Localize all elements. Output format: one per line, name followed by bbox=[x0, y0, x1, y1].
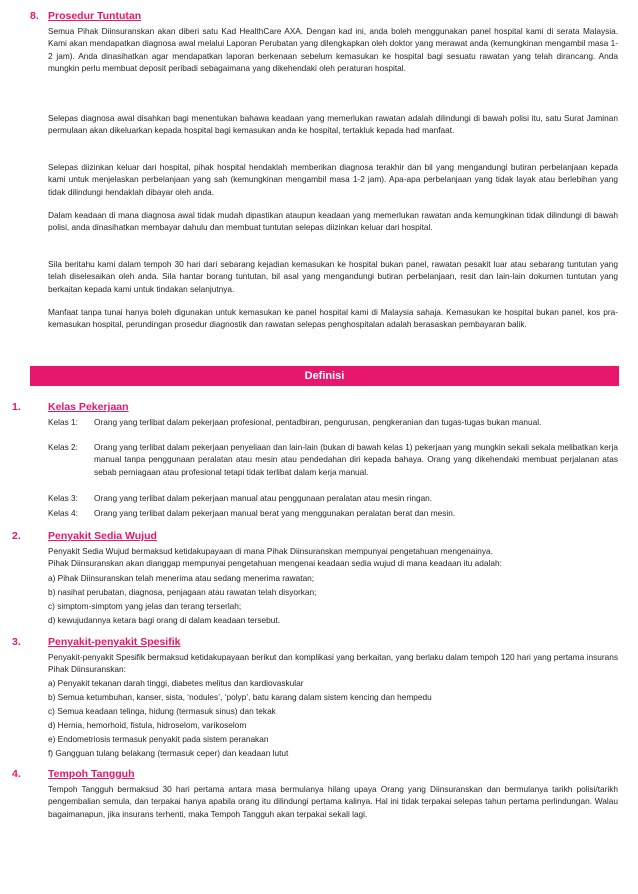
definisi-banner bbox=[30, 366, 619, 386]
sedia-wujud-line: Penyakit Sedia Wujud bermaksud ketidakupayaan di mana Pihak Diinsuranskan mempunyai pengetahuan mengenainya. bbox=[48, 546, 493, 556]
kelas-row-2 bbox=[48, 441, 618, 478]
spesifik-intro: Penyakit-penyakit Spesifik bermaksud ketidakupayaan berikut dan komplikasi yang berkaitan, yang berlaku dalam tempoh 120 hari yang pertama insurans Pihak Diinsuranskan: bbox=[48, 652, 618, 675]
section-kelas-heading bbox=[12, 401, 129, 413]
definisi-banner-label: Definisi bbox=[304, 370, 345, 382]
spesifik-line: a) Penyakit tekanan darah tinggi, diabetes melitus dan kardiovaskular bbox=[48, 678, 304, 688]
spesifik-line: c) Semua keadaan telinga, hidung (termasuk sinus) dan tekak bbox=[48, 706, 276, 716]
sedia-wujud-line: b) nasihat perubatan, diagnosa, penjagaan atau rawatan telah disyorkan; bbox=[48, 587, 317, 597]
spesifik-line: e) Endometriosis termasuk penyakit pada sistem peranakan bbox=[48, 734, 269, 744]
section-number: 1. bbox=[12, 401, 21, 413]
section-number: 2. bbox=[12, 530, 21, 542]
spesifik-line: f) Gangguan tulang belakang (termasuk ceper) dan keadaan lutut bbox=[48, 748, 289, 758]
prosedur-paragraph-6: Manfaat tanpa tunai hanya boleh digunakan untuk kemasukan ke panel hospital kami di Malaysia sahaja. Kemasukan ke hospital bukan panel, kos pra-kemasukan hospital, perundingan prosedur diagnostik dan rawatan selepas penghospitalan adalah berasaskan pembayaran balik. bbox=[48, 307, 618, 330]
section-number: 4. bbox=[12, 768, 21, 780]
prosedur-paragraph-4: Dalam keadaan di mana diagnosa awal tidak mudah dipastikan ataupun keadaan yang memerlukan rawatan anda kemungkinan tidak dilindungi di bawah polisi, anda dinasihatkan membayar dahulu dan membuat tuntutan selepas diizinkan keluar dari hospital. bbox=[48, 210, 618, 233]
kelas-row-3 bbox=[48, 492, 618, 504]
section-title: Tempoh Tangguh bbox=[48, 768, 135, 780]
prosedur-paragraph-2: Selepas diagnosa awal disahkan bagi menentukan bahawa keadaan yang memerlukan rawatan adalah dilindungi di bawah polisi itu, satu Surat Jaminan permulaan akan dikeluarkan kepada hospital bagi kemasukan anda ke hospital, tertakluk kepada had manfaat. bbox=[48, 113, 618, 136]
sedia-wujud-line: a) Pihak Diinsuranskan telah menerima atau sedang menerima rawatan; bbox=[48, 573, 315, 583]
spesifik-line: d) Hernia, hemorhoid, fistula, hidroselom, varikoselom bbox=[48, 720, 247, 730]
prosedur-paragraph-1: Semua Pihak Diinsuranskan akan diberi satu Kad HealthCare AXA. Dengan kad ini, anda boleh menggunakan panel hospital kami di serata Malaysia. Kami akan mendapatkan diagnosa awal melalui Laporan Perubatan yang dilengkapkan oleh doktor yang merawat anda (kemungkinan mengambil masa 1-2 jam). Anda dinasihatkan agar mendapatkan laporan berkenaan sebelum kemasukan ke hospital bagi sesuatu rawatan yang telah dirancang. Anda mungkin perlu membuat deposit peribadi sebagaimana yang dikehendaki oleh peraturan hospital. bbox=[48, 26, 618, 73]
prosedur-paragraph-3: Selepas diizinkan keluar dari hospital, pihak hospital hendaklah memberikan diagnosa terakhir dan bil yang mengandungi butiran perbelanjaan kepada kami untuk menjelaskan perbelanjaan yang sah (kemungkinan mengambil masa 1-2 jam). Apa-apa perbelanjaan yang tidak layak atau berlebihan yang tidak dilindungi hendaklah dibayar oleh anda. bbox=[48, 162, 618, 197]
kelas-text: Orang yang terlibat dalam pekerjaan manual berat yang menggunakan peralatan berat dan mesin. bbox=[94, 508, 456, 518]
kelas-text: Orang yang terlibat dalam pekerjaan manual atau penggunaan peralatan atau mesin ringan. bbox=[94, 493, 433, 503]
section-number: 8. bbox=[30, 10, 39, 22]
kelas-text: Orang yang terlibat dalam pekerjaan profesional, pentadbiran, pengurusan, pengkeranian dan tugas-tugas bukan manual. bbox=[94, 417, 542, 427]
section-title: Kelas Pekerjaan bbox=[48, 401, 129, 413]
sedia-wujud-line: Pihak Diinsuranskan akan dianggap mempunyai pengetahuan mengenai keadaan sedia wujud di mana keadaan itu adalah: bbox=[48, 558, 502, 568]
kelas-text: Orang yang terlibat dalam pekerjaan penyeliaan dan lain-lain (bukan di bawah kelas 1) pekerjaan yang mungkin sekali sekala melibatkan kerja manual tanpa penggunaan peralatan atau mesin atau pendedahan diri kepada bahaya. Orang yang dikehendaki membuat perjalanan atas sebab perniagaan atau profesional tetapi tidak terlibat dalam kerja manual. bbox=[94, 442, 618, 477]
section-title: Penyakit Sedia Wujud bbox=[48, 530, 157, 542]
section-number: 3. bbox=[12, 636, 21, 648]
kelas-label: Kelas 1: bbox=[48, 417, 78, 427]
sedia-wujud-line: c) simptom-simptom yang jelas dan terang terserlah; bbox=[48, 601, 242, 611]
kelas-row-1 bbox=[48, 416, 618, 428]
spesifik-line: b) Semua ketumbuhan, kanser, sista, ‘nodules’, ‘polyp’, batu karang dalam sistem kencing dan hempedu bbox=[48, 692, 432, 702]
sedia-wujud-line: d) kewujudannya ketara bagi orang di dalam keadaan tersebut. bbox=[48, 615, 281, 625]
kelas-label: Kelas 4: bbox=[48, 508, 78, 518]
tangguh-paragraph: Tempoh Tangguh bermaksud 30 hari pertama antara masa bermulanya hilang upaya Orang yang Diinsuranskan dan bermulanya tarikh polisi/tarikh pengembalian semula, dan terpakai hanya apabila orang itu dilindungi pertama kalinya. Hal ini tidak terpakai selepas tahun pertama perlindungan. Walau bagaimanapun, jika insurans terhenti, maka Tempoh Tangguh akan terpakai sekali lagi. bbox=[48, 784, 618, 819]
section-sedia-wujud-heading bbox=[12, 530, 157, 542]
section-spesifik-heading bbox=[12, 636, 180, 648]
kelas-row-4 bbox=[48, 507, 618, 519]
section-title: Penyakit-penyakit Spesifik bbox=[48, 636, 181, 648]
section-title: Prosedur Tuntutan bbox=[48, 10, 142, 22]
section-prosedur-heading bbox=[30, 10, 141, 22]
kelas-label: Kelas 3: bbox=[48, 493, 78, 503]
kelas-label: Kelas 2: bbox=[48, 442, 78, 452]
prosedur-paragraph-5: Sila beritahu kami dalam tempoh 30 hari dari sebarang kejadian kemasukan ke hospital bukan panel, rawatan pesakit luar atau sebarang tuntutan yang telah diselesaikan oleh anda. Sila hantar borang tuntutan, bil asal yang mengandungi butiran perbelanjaan, resit dan lain-lain dokumen tuntutan yang berkaitan kepada kami untuk tindakan selanjutnya. bbox=[48, 259, 618, 294]
section-tangguh-heading bbox=[12, 768, 135, 780]
